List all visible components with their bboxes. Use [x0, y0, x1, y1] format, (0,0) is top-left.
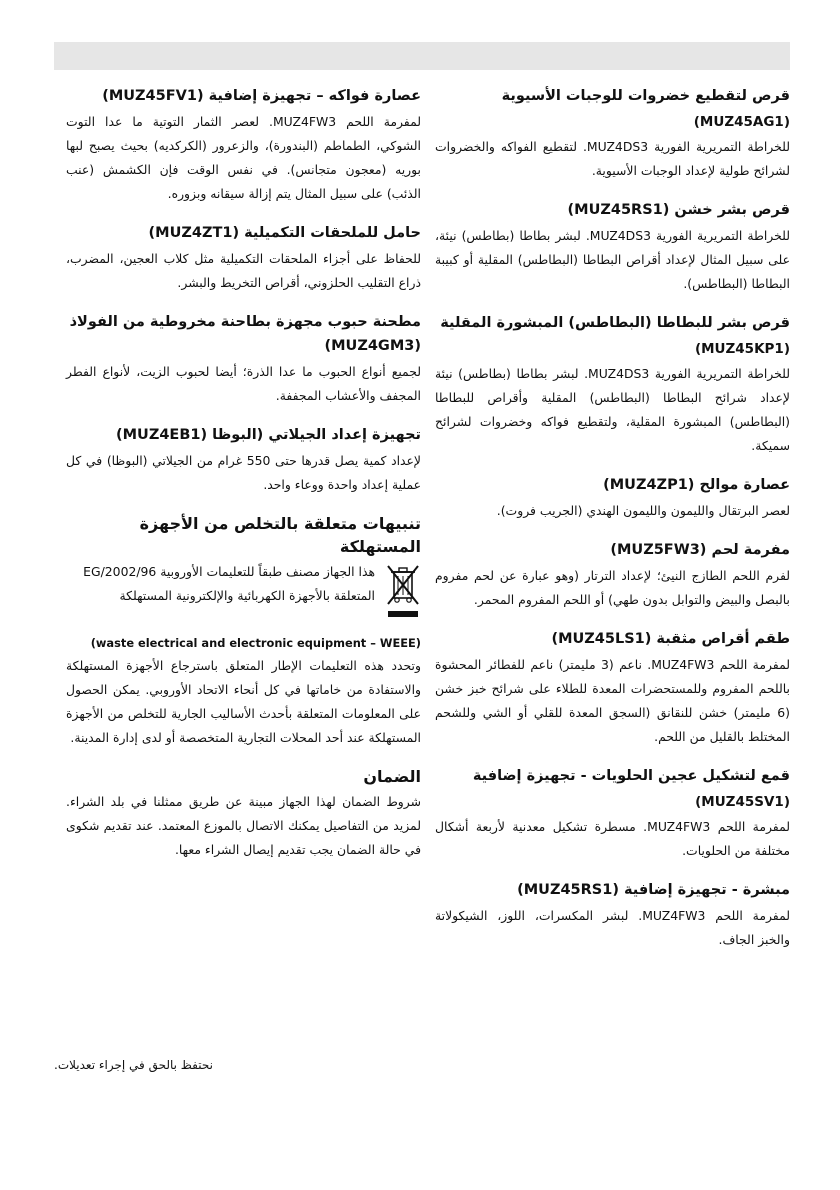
section-body: لمفرمة اللحم MUZ4FW3. ناعم (3 مليمتر) ناعم للفطائر المحشوة باللحم المفروم وللمستحضرات المعدة للطلاء على شرائح خبز خشن (6 مليمتر) خشن للنقانق (السجق المعدة للقلي أو الشي وللشحم المختلط بالقليل من اللحم. — [435, 657, 791, 744]
left-column — [66, 84, 421, 877]
section-potato-grating-disc — [435, 311, 790, 458]
header-bar — [54, 42, 790, 70]
section-body: للخراطة التمريرية الفورية MUZ4DS3. لبشر بطاطا (بطاطس) نيئة، على سبيل المثال لإعداد أقراص البطاطا (البطاطس) المقلية أو كبيبة البطاطا (البطاطس). — [435, 228, 791, 291]
section-citrus-press — [435, 473, 790, 523]
footnote: نحتفظ بالحق في إجراء تعديلات. — [54, 1058, 213, 1072]
disposal-title: تنبيهات متعلقة بالتخلص من الأجهزة المستهلكة — [139, 514, 421, 556]
right-column — [435, 84, 790, 967]
section-title: قرص بشر خشن (MUZ45RS1) — [567, 202, 790, 218]
disposal-body: وتحدد هذه التعليمات الإطار المتعلق باسترجاع الأجهزة المستهلكة والاستفادة من خاماتها في كل أنحاء الاتحاد الأوروبي. يمكن الحصول على المعلومات المتعلقة بأحدث الأساليب الجارية للتخلص من الأجهزة المستهلكة عند أحد المحلات التجارية المتخصصة أو لدى إدارة المدينة. — [66, 658, 421, 745]
section-perforated-discs — [435, 627, 790, 749]
section-title: حامل للملحقات التكميلية (MUZ4ZT1) — [148, 225, 421, 241]
section-title: عصارة فواكه – تجهيزة إضافية (MUZ45FV1) — [102, 88, 421, 104]
section-body: لمفرمة اللحم MUZ4FW3. لبشر المكسرات، اللوز، الشيكولاتة والخبز الجاف. — [435, 908, 791, 947]
section-title: تجهيزة إعداد الجيلاتي (البوظا (MUZ4EB1) — [115, 427, 421, 443]
section-asian-slicing-disc — [435, 84, 790, 183]
model-code: (MUZ45KP1) — [694, 341, 790, 357]
warranty-title: الضمان — [363, 767, 421, 786]
section-title: مفرمة لحم (MUZ5FW3) — [610, 542, 790, 558]
section-title: عصارة موالح (MUZ4ZP1) — [603, 477, 790, 493]
warranty-body: شروط الضمان لهذا الجهاز مبينة عن طريق ممثلنا في بلد الشراء. لمزيد من التفاصيل يمكنك الاتصال بالموزع المعتمد. عند تقديم شكوى في حالة الضمان يجب تقديم إيصال الشراء معها. — [66, 794, 421, 857]
section-warranty — [66, 765, 421, 862]
section-ice-cream-maker — [66, 423, 421, 497]
section-body: للحفاظ على أجزاء الملحقات التكميلية مثل كلاب العجين، المضرب، ذراع التقليب الحلزوني، أقراص التخريط والبشر. — [66, 251, 421, 290]
section-accessory-holder — [66, 221, 421, 295]
section-body: لإعداد كمية يصل قدرها حتى 550 غرام من الجيلاتي (البوظا) في كل عملية إعداد واحدة ووعاء واحد. — [66, 453, 422, 492]
section-body: للخراطة التمريرية الفورية MUZ4DS3. لتقطيع الفواكه والخضروات لشرائح طولية لإعداد الوجبات الأسيوية. — [435, 139, 790, 178]
weee-text: هذا الجهاز مصنف طبقاً للتعليمات الأوروبية 2002/96/EG المتعلقة بالأجهزة الكهربائية والإلكترونية المستهلكة — [83, 564, 375, 603]
section-body: لمفرمة اللحم MUZ4FW3. لعصر الثمار التوتية ما عدا التوت الشوكي، الطماطم (البندورة)، والزعرور (الكركديه) بحيث يصبح لبها بوريه (معجون متجانس). في نفس الوقت فإن الكشمش (عنب الذئب) على سبيل المثال يتم إزالة سيقانه وبزوره. — [66, 114, 422, 201]
weee-english: (waste electrical and electronic equipment – WEEE) — [90, 636, 421, 650]
section-title: قرص لتقطيع خضروات للوجبات الأسيوية — [501, 88, 790, 104]
model-code: (MUZ45SV1) — [695, 794, 790, 810]
section-title: مطحنة حبوب مجهزة بطاحنة مخروطية من الفولاذ (MUZ4GM3) — [69, 314, 421, 354]
section-disposal — [66, 512, 421, 750]
section-title: قرص بشر للبطاطا (البطاطس) المبشورة المقلية — [440, 315, 790, 331]
model-code: (MUZ45AG1) — [693, 114, 790, 130]
section-pastry-attachment — [435, 764, 790, 863]
section-grater-attachment — [435, 878, 790, 952]
section-title: مبشرة - تجهيزة إضافية (MUZ45RS1) — [517, 882, 790, 898]
crossed-bin-icon — [385, 562, 421, 620]
section-body: لفرم اللحم الطازج النيئ؛ لإعداد الترتار (وهو عبارة عن لحم مفروم بالبصل والبيض والتوابل بدون طهي) أو اللحم المفروم المحمر. — [435, 568, 790, 607]
section-fruit-press — [66, 84, 421, 206]
section-grain-mill — [66, 310, 421, 408]
section-body: لجميع أنواع الحبوب ما عدا الذرة؛ أيضا لحبوب الزيت، لأنواع الفطر المجفف والأعشاب المجففة. — [66, 364, 421, 403]
section-body: لمفرمة اللحم MUZ4FW3. مسطرة تشكيل معدنية لأربعة أشكال مختلفة من الحلويات. — [435, 819, 791, 858]
section-title: قمع لتشكيل عجين الحلويات - تجهيزة إضافية — [472, 768, 790, 784]
section-coarse-grating-disc — [435, 198, 790, 296]
weee-block — [66, 560, 421, 632]
section-body: للخراطة التمريرية الفورية MUZ4DS3. لبشر بطاطا (بطاطس) نيئة لإعداد شرائح البطاطا (البطاطس) المقلية وأقراص للبطاطا (البطاطس) المبشورة المقلية، ولتقطيع فواكه وخضروات لشرائح سميكة. — [435, 366, 790, 453]
section-title: طقم أقراص مثقبة (MUZ45LS1) — [551, 631, 790, 647]
section-meat-mincer — [435, 538, 790, 612]
section-body: لعصر البرتقال والليمون والليمون الهندي (الجريب فروت). — [496, 503, 790, 518]
